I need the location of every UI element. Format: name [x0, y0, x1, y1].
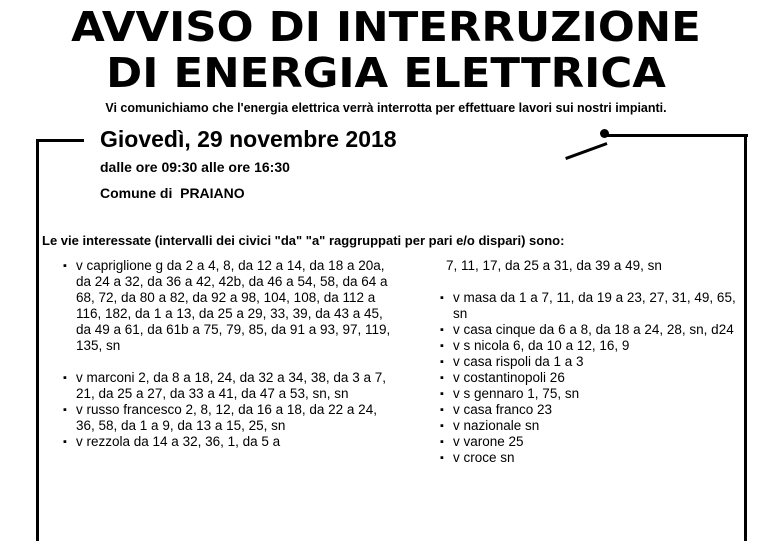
frame-line: [603, 134, 748, 137]
frame-line: [36, 139, 84, 142]
list-item: [440, 322, 740, 338]
bullet-icon: ▪: [63, 260, 67, 272]
notice-subtitle: Vi comunichiamo che l'energia elettrica verrà interrotta per effettuare lavori sui nostri impianti.: [105, 101, 667, 115]
list-item: [440, 354, 740, 370]
bullet-icon: ▪: [440, 436, 444, 448]
bullet-icon: ▪: [440, 292, 444, 304]
streets-column-left: [63, 258, 393, 450]
list-item: [63, 402, 393, 434]
title-line-2: DI ENERGIA ELETTRICA: [106, 49, 666, 97]
list-item: [63, 434, 393, 450]
bullet-icon: ▪: [440, 372, 444, 384]
street-entry: v casa cinque da 6 a 8, da 18 a 24, 28, sn, d24: [453, 322, 734, 337]
bullet-icon: ▪: [440, 404, 444, 416]
list-item: [63, 258, 393, 354]
street-entry: v casa rispoli da 1 a 3: [453, 354, 584, 369]
list-item: [440, 370, 740, 386]
outage-date: Giovedì, 29 novembre 2018: [100, 126, 397, 152]
bullet-icon: ▪: [440, 420, 444, 432]
street-entry: v casa franco 23: [453, 402, 553, 417]
clock-hand-decoration: [565, 142, 607, 160]
bullet-icon: ▪: [63, 372, 67, 384]
list-item: [440, 386, 740, 402]
list-item: [440, 418, 740, 434]
street-entry: v costantinopoli 26: [453, 370, 565, 385]
title-line-1: AVVISO DI INTERRUZIONE: [71, 3, 701, 51]
bullet-icon: ▪: [440, 452, 444, 464]
street-entry: v croce sn: [453, 450, 515, 465]
notice-title: [0, 4, 772, 96]
list-item: [440, 338, 740, 354]
list-item: [440, 402, 740, 418]
street-entry: v russo francesco 2, 8, 12, da 16 a 18, da 22 a 24, 36, 58, da 1 a 9, da 13 a 15, 25, sn: [76, 402, 377, 433]
outage-municipality: Comune di PRAIANO: [100, 185, 245, 201]
street-entry-continuation: 7, 11, 17, da 25 a 31, da 39 a 49, sn: [446, 258, 662, 273]
outage-hours: dalle ore 09:30 alle ore 16:30: [100, 159, 290, 175]
list-item: [63, 370, 393, 402]
street-entry: v varone 25: [453, 434, 524, 449]
bullet-icon: ▪: [440, 388, 444, 400]
street-entry: v capriglione g da 2 a 4, 8, da 12 a 14, da 18 a 20a, da 24 a 32, da 36 a 42, 42b, da 46 a 54, 58, da 64 a 68, 72, da 80 a 82, da 92 a 98, 104, 108, da 112 a 116, 182, da 1 a 13, da 25 a 29, 33, 39, da 43 a 45, da 49 a 61, da 61b a 75, 79, 85, da 91 a 93, 97, 119, 135, sn: [76, 258, 391, 353]
bullet-icon: ▪: [440, 324, 444, 336]
streets-intro: Le vie interessate (intervalli dei civici "da" "a" raggruppati per pari e/o dispari) sono:: [42, 233, 565, 248]
frame-line: [744, 134, 747, 541]
bullet-icon: ▪: [440, 340, 444, 352]
street-entry: v marconi 2, da 8 a 18, 24, da 32 a 34, 38, da 3 a 7, 21, da 25 a 27, da 33 a 41, da 47 a 53, sn, sn: [76, 370, 386, 401]
list-item: [440, 434, 740, 450]
street-entry: v nazionale sn: [453, 418, 540, 433]
frame-line: [36, 139, 39, 541]
bullet-icon: ▪: [440, 356, 444, 368]
clock-pivot-decoration: [600, 129, 609, 138]
list-item: [440, 290, 740, 322]
street-entry: v rezzola da 14 a 32, 36, 1, da 5 a: [76, 434, 281, 449]
list-item: [440, 450, 740, 466]
street-entry: v masa da 1 a 7, 11, da 19 a 23, 27, 31, 49, 65, sn: [453, 290, 736, 321]
street-entry: v s gennaro 1, 75, sn: [453, 386, 580, 401]
street-entry: v s nicola 6, da 10 a 12, 16, 9: [453, 338, 630, 353]
bullet-icon: ▪: [63, 404, 67, 416]
bullet-icon: ▪: [63, 436, 67, 448]
streets-column-right: [440, 258, 740, 466]
